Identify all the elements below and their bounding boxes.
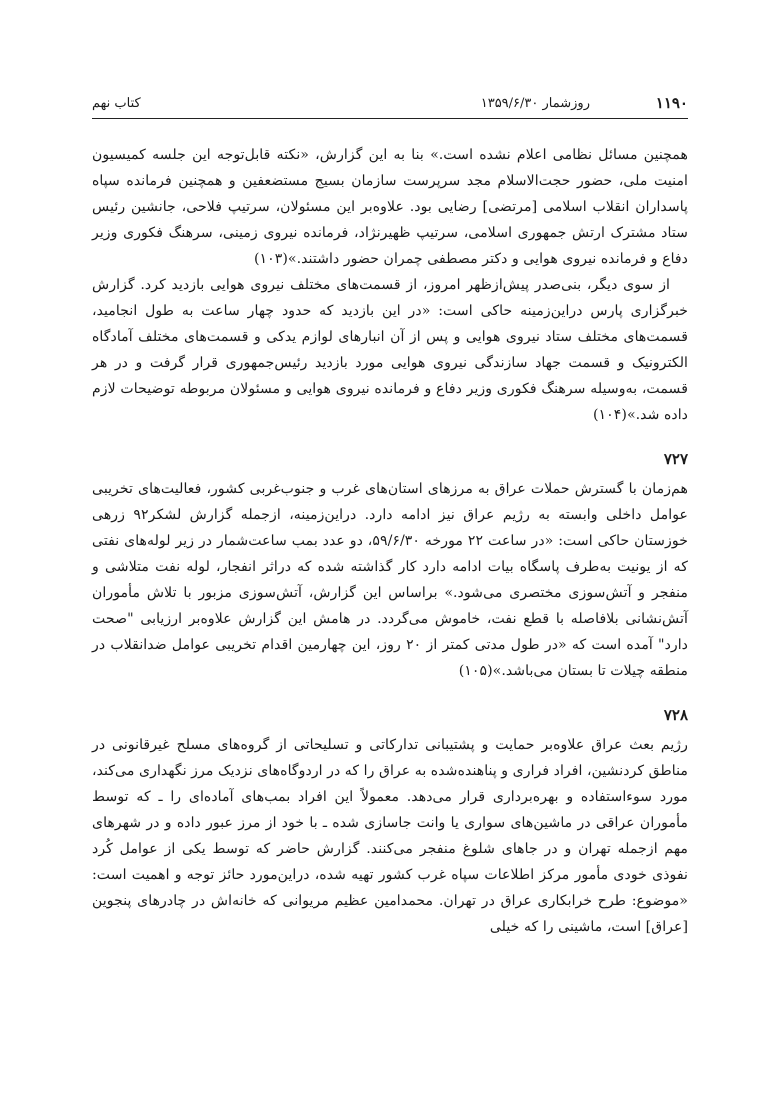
diary-title: روزشمار ۱۳۵۹/۶/۳۰ (480, 96, 590, 111)
paragraph-airforce-visit: از سوی دیگر، بنی‌صدر پیش‌ازظهر امروز، از قسمت‌های مختلف نیروی هوایی بازدید کرد. گزارش خبرگزاری پارس دراین‌زمینه حاکی است: «در این بازدید که حدود چهار ساعت به طول انجامید، قسمت‌های مختلف ستاد نیروی هوایی و پس از آن انبارهای لوازم یدکی و قسمت‌های مختلف آمادگاه الکترونیک و قسمت جهاد سازندگی نیروی هوایی مورد بازدید رئیس‌جمهوری قرار گرفت و در هر قسمت، به‌وسیله سرهنگ فکوری وزیر دفاع و فرمانده نیروی هوایی و مسئولان مربوطه توضیحات لازم داده شد.»(۱۰۴) (92, 277, 688, 423)
entry-728-text: رژیم بعث عراق علاوه‌بر حمایت و پشتیبانی تدارکاتی و تسلیحاتی از گروه‌های مسلح غیرقانونی در مناطق کردنشین، افراد فراری و پناهنده‌شده به عراق را که در اردوگاه‌های نزدیک مرز نگهداری می‌کند، مورد سوءاستفاده و بهره‌برداری قرار می‌دهد. معمولاً این افراد بمب‌های آماده‌ای را ـ که توسط مأموران عراقی در ماشین‌های سواری یا وانت جاسازی شده ـ با خود از مرز عبور داده و در شهرهای مهم ازجمله تهران و در جاهای شلوغ منفجر می‌کنند. گزارش حاضر که توسط یکی از عوامل کُرد نفوذی خودی مأمور مرکز اطلاعات سپاه غرب کشور تهیه شده، دراین‌مورد حائز توجه و اهمیت است: «موضوع: طرح خرابکاری عراق در تهران. محمدامین عظیم مریوانی که خانه‌اش در چادرهای پنجوین [عراق] است، ماشینی را که خیلی (92, 737, 688, 935)
entry-number-727: ۷۲۷ (663, 450, 688, 468)
book-title: کتاب نهم (92, 96, 141, 111)
entry-727-text: هم‌زمان با گسترش حملات عراق به مرزهای استان‌های غرب و جنوب‌غربی کشور، فعالیت‌های تخریبی عوامل داخلی وابسته به رژیم عراق نیز ادامه دارد. دراین‌زمینه، ازجمله گزارش لشکر۹۲ زرهی خوزستان حاکی است: «در ساعت ۲۲ مورخه ۵۹/۶/۳۰، دو عدد بمب ساعت‌شمار در زیر لوله‌های نفتی که از یونیت به‌طرف پاسگاه بیات ادامه دارد کار گذاشته شده که دراثر انفجار، لوله نفت متلاشی و منفجر و آتش‌سوزی مختصری می‌شود.» براساس این گزارش، آتش‌سوزی مزبور با تلاش مأموران آتش‌نشانی بلافاصله با قطع نفت، خاموش می‌گردد. در هامش این گزارش علاوه‌بر ارزیابی "صحت دارد" آمده است که «در طول مدتی کمتر از ۲۰ روز، این چهارمین اقدام تخریبی عوامل ضدانقلاب در منطقه چیلات تا بستان می‌باشد.»(۱۰۵) (92, 481, 689, 679)
header-rule (92, 118, 688, 119)
page-number: ۱۱۹۰ (655, 94, 688, 112)
body-text (92, 142, 688, 940)
running-header (92, 94, 688, 124)
entry-number-728: ۷۲۸ (663, 706, 688, 724)
paragraph-continuation: همچنین مسائل نظامی اعلام نشده است.» بنا به این گزارش، «نکته قابل‌توجه این جلسه کمیسیون امنیت ملی، حضور حجت‌الاسلام مجد سرپرست سازمان بسیج مستضعفین و همچنین فرمانده سپاه پاسداران انقلاب اسلامی [مرتضی] رضایی بود. علاوه‌بر این مسئولان، سرتیپ فلاحی، جانشین رئیس ستاد مشترک ارتش جمهوری اسلامی، سرتیپ ظهیرنژاد، فرمانده نیروی زمینی، سرهنگ فکوری وزیر دفاع و فرمانده نیروی هوایی و دکتر مصطفی چمران حضور داشتند.»(۱۰۳) (92, 147, 688, 267)
